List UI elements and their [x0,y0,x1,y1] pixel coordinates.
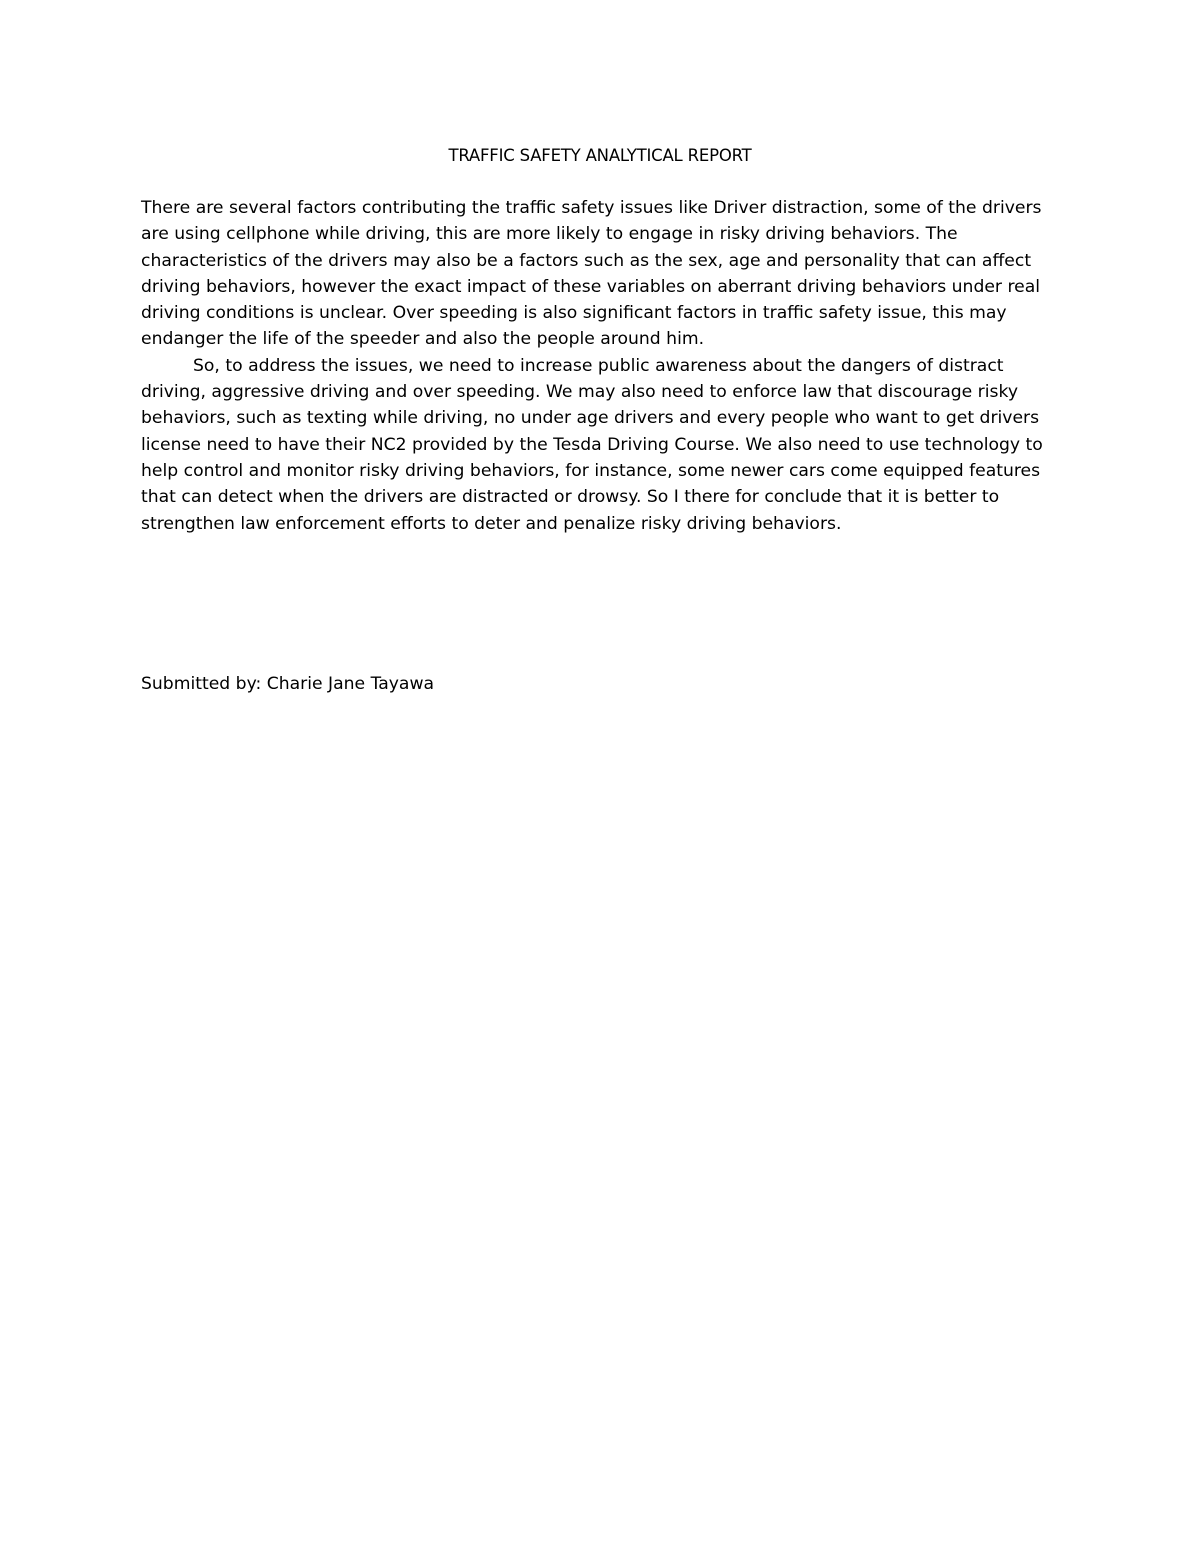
paragraph-line: driving, aggressive driving and over speeding. We may also need to enforce law that discourage risky [141,382,1018,403]
report-title: TRAFFIC SAFETY ANALYTICAL REPORT [448,146,752,165]
paragraph-line: that can detect when the drivers are distracted or drowsy. So I there for conclude that it is better to [141,487,1000,508]
paragraph-line: are using cellphone while driving, this are more likely to engage in risky driving behaviors. The [141,224,958,245]
paragraph-1 [141,195,1059,353]
paragraph-line: driving behaviors, however the exact impact of these variables on aberrant driving behaviors under real [141,276,1041,297]
submitted-by: Submitted by: Charie Jane Tayawa [141,674,435,694]
paragraph-line: So, to address the issues, we need to increase public awareness about the dangers of distract [193,355,1004,376]
paragraph-line: help control and monitor risky driving behaviors, for instance, some newer cars come equipped features [141,460,1041,481]
paragraph-line: behaviors, such as texting while driving, no under age drivers and every people who want to get drivers [141,408,1040,429]
paragraph-line: There are several factors contributing the traffic safety issues like Driver distraction, some of the drivers [141,198,1042,218]
paragraph-line: driving conditions is unclear. Over speeding is also significant factors in traffic safety issue, this may [141,303,1007,324]
paragraph-2 [141,353,1059,537]
paragraph-line: characteristics of the drivers may also be a factors such as the sex, age and personality that can affect [141,250,1032,271]
paragraph-line: strengthen law enforcement efforts to deter and penalize risky driving behaviors. [141,513,842,534]
report-body [141,195,1059,537]
paragraph-line: license need to have their NC2 provided by the Tesda Driving Course. We also need to use technology to [141,434,1043,455]
paragraph-line: endanger the life of the speeder and also the people around him. [141,329,705,350]
